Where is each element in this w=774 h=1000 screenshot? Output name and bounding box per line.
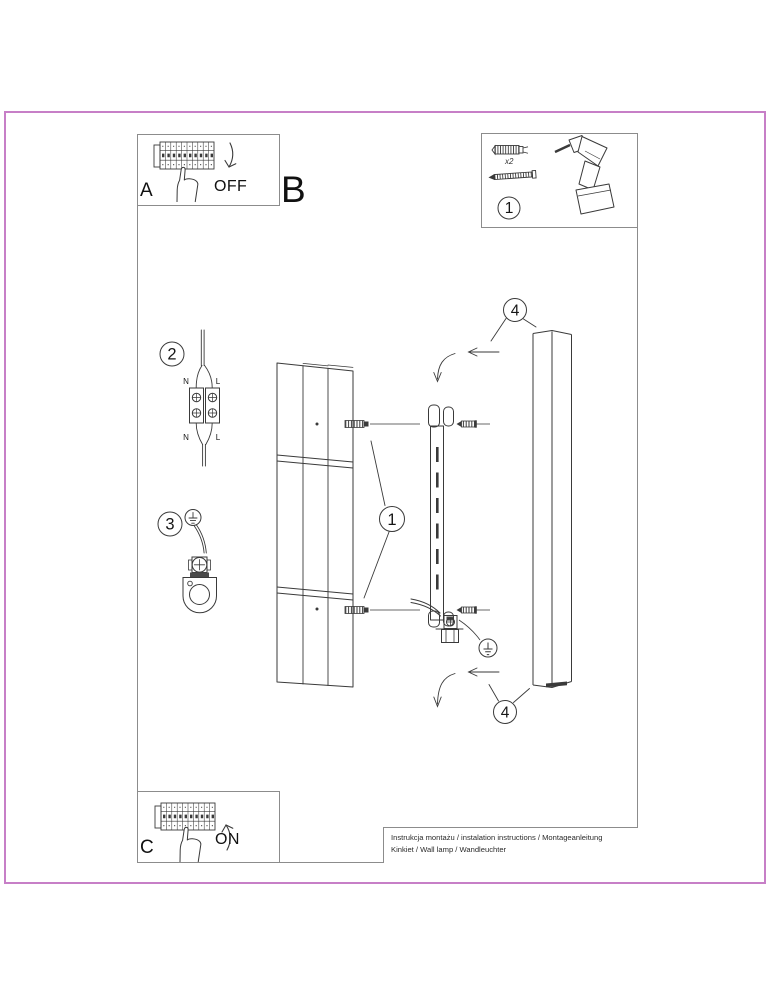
footer-text <box>383 827 638 863</box>
step-4-callout-bottom <box>434 668 530 724</box>
wire <box>194 525 206 553</box>
off-label: OFF <box>214 178 248 195</box>
terminal-block-step <box>160 330 221 466</box>
panel-c-label: C <box>140 837 154 858</box>
bottom-connector <box>411 599 463 643</box>
earth-icon <box>479 639 497 657</box>
wire-label-n-bottom: N <box>183 433 189 442</box>
lamp-body <box>533 331 572 688</box>
earth-icon <box>185 510 201 526</box>
panel-a-label: A <box>140 180 153 201</box>
wall-plug-bottom-icon <box>345 607 369 614</box>
breaker-off-illustration <box>137 134 280 206</box>
hand-icon <box>177 167 198 202</box>
mounting-rail <box>429 405 454 627</box>
step-number: 1 <box>387 511 397 529</box>
panel-b-label: B <box>281 169 306 210</box>
terminal-block <box>190 388 220 423</box>
wall-panel <box>277 363 353 687</box>
screw-icon <box>488 170 536 181</box>
leader-line <box>489 685 530 703</box>
step-number: 4 <box>500 704 510 722</box>
wire-label-l-bottom: L <box>215 433 221 442</box>
screw-bottom-icon <box>457 606 477 613</box>
wire-label-n-top: N <box>183 377 189 386</box>
step-number: 3 <box>165 515 175 534</box>
wire-label-l-top: L <box>215 377 221 386</box>
on-label: ON <box>215 831 240 848</box>
hand-icon <box>180 827 201 862</box>
step-number: 4 <box>510 302 520 320</box>
wall-plug-top-icon <box>345 421 369 428</box>
step-1-callout <box>364 441 405 598</box>
breaker-panel-icon <box>154 142 214 169</box>
parts-step-number: 1 <box>504 200 514 217</box>
earth-connection <box>459 620 497 657</box>
wall-plugs <box>345 421 369 614</box>
wall-plug-icon <box>492 146 528 155</box>
ground-bracket-step <box>158 510 217 613</box>
parts-step-callout <box>498 197 520 219</box>
keyhole-tab <box>444 407 454 426</box>
curved-arrow-down-icon <box>225 143 236 167</box>
drill-hole-mark <box>316 608 319 611</box>
parts-illustration <box>481 133 638 228</box>
step-number: 2 <box>167 345 177 364</box>
step-4-callout-top <box>434 299 536 382</box>
footer-line-2: Kinkiet / Wall lamp / Wandleuchter <box>391 845 507 855</box>
breaker-on-illustration <box>137 791 280 863</box>
mounting-bracket <box>183 578 217 613</box>
keyhole-tab <box>429 405 440 427</box>
plug-quantity-label: x2 <box>505 157 514 166</box>
ground-terminal <box>189 557 211 577</box>
wires <box>196 330 212 466</box>
leader-line <box>459 620 480 640</box>
footer-line-1: Instrukcja montażu / instalation instructions / Montageanleitung <box>391 833 603 842</box>
breaker-panel-icon <box>155 803 215 830</box>
drill-hole-mark <box>316 423 319 426</box>
screw-top-icon <box>457 420 477 427</box>
installation-diagram <box>137 228 638 863</box>
drill-icon <box>555 136 614 215</box>
mounting-screws <box>457 420 477 613</box>
